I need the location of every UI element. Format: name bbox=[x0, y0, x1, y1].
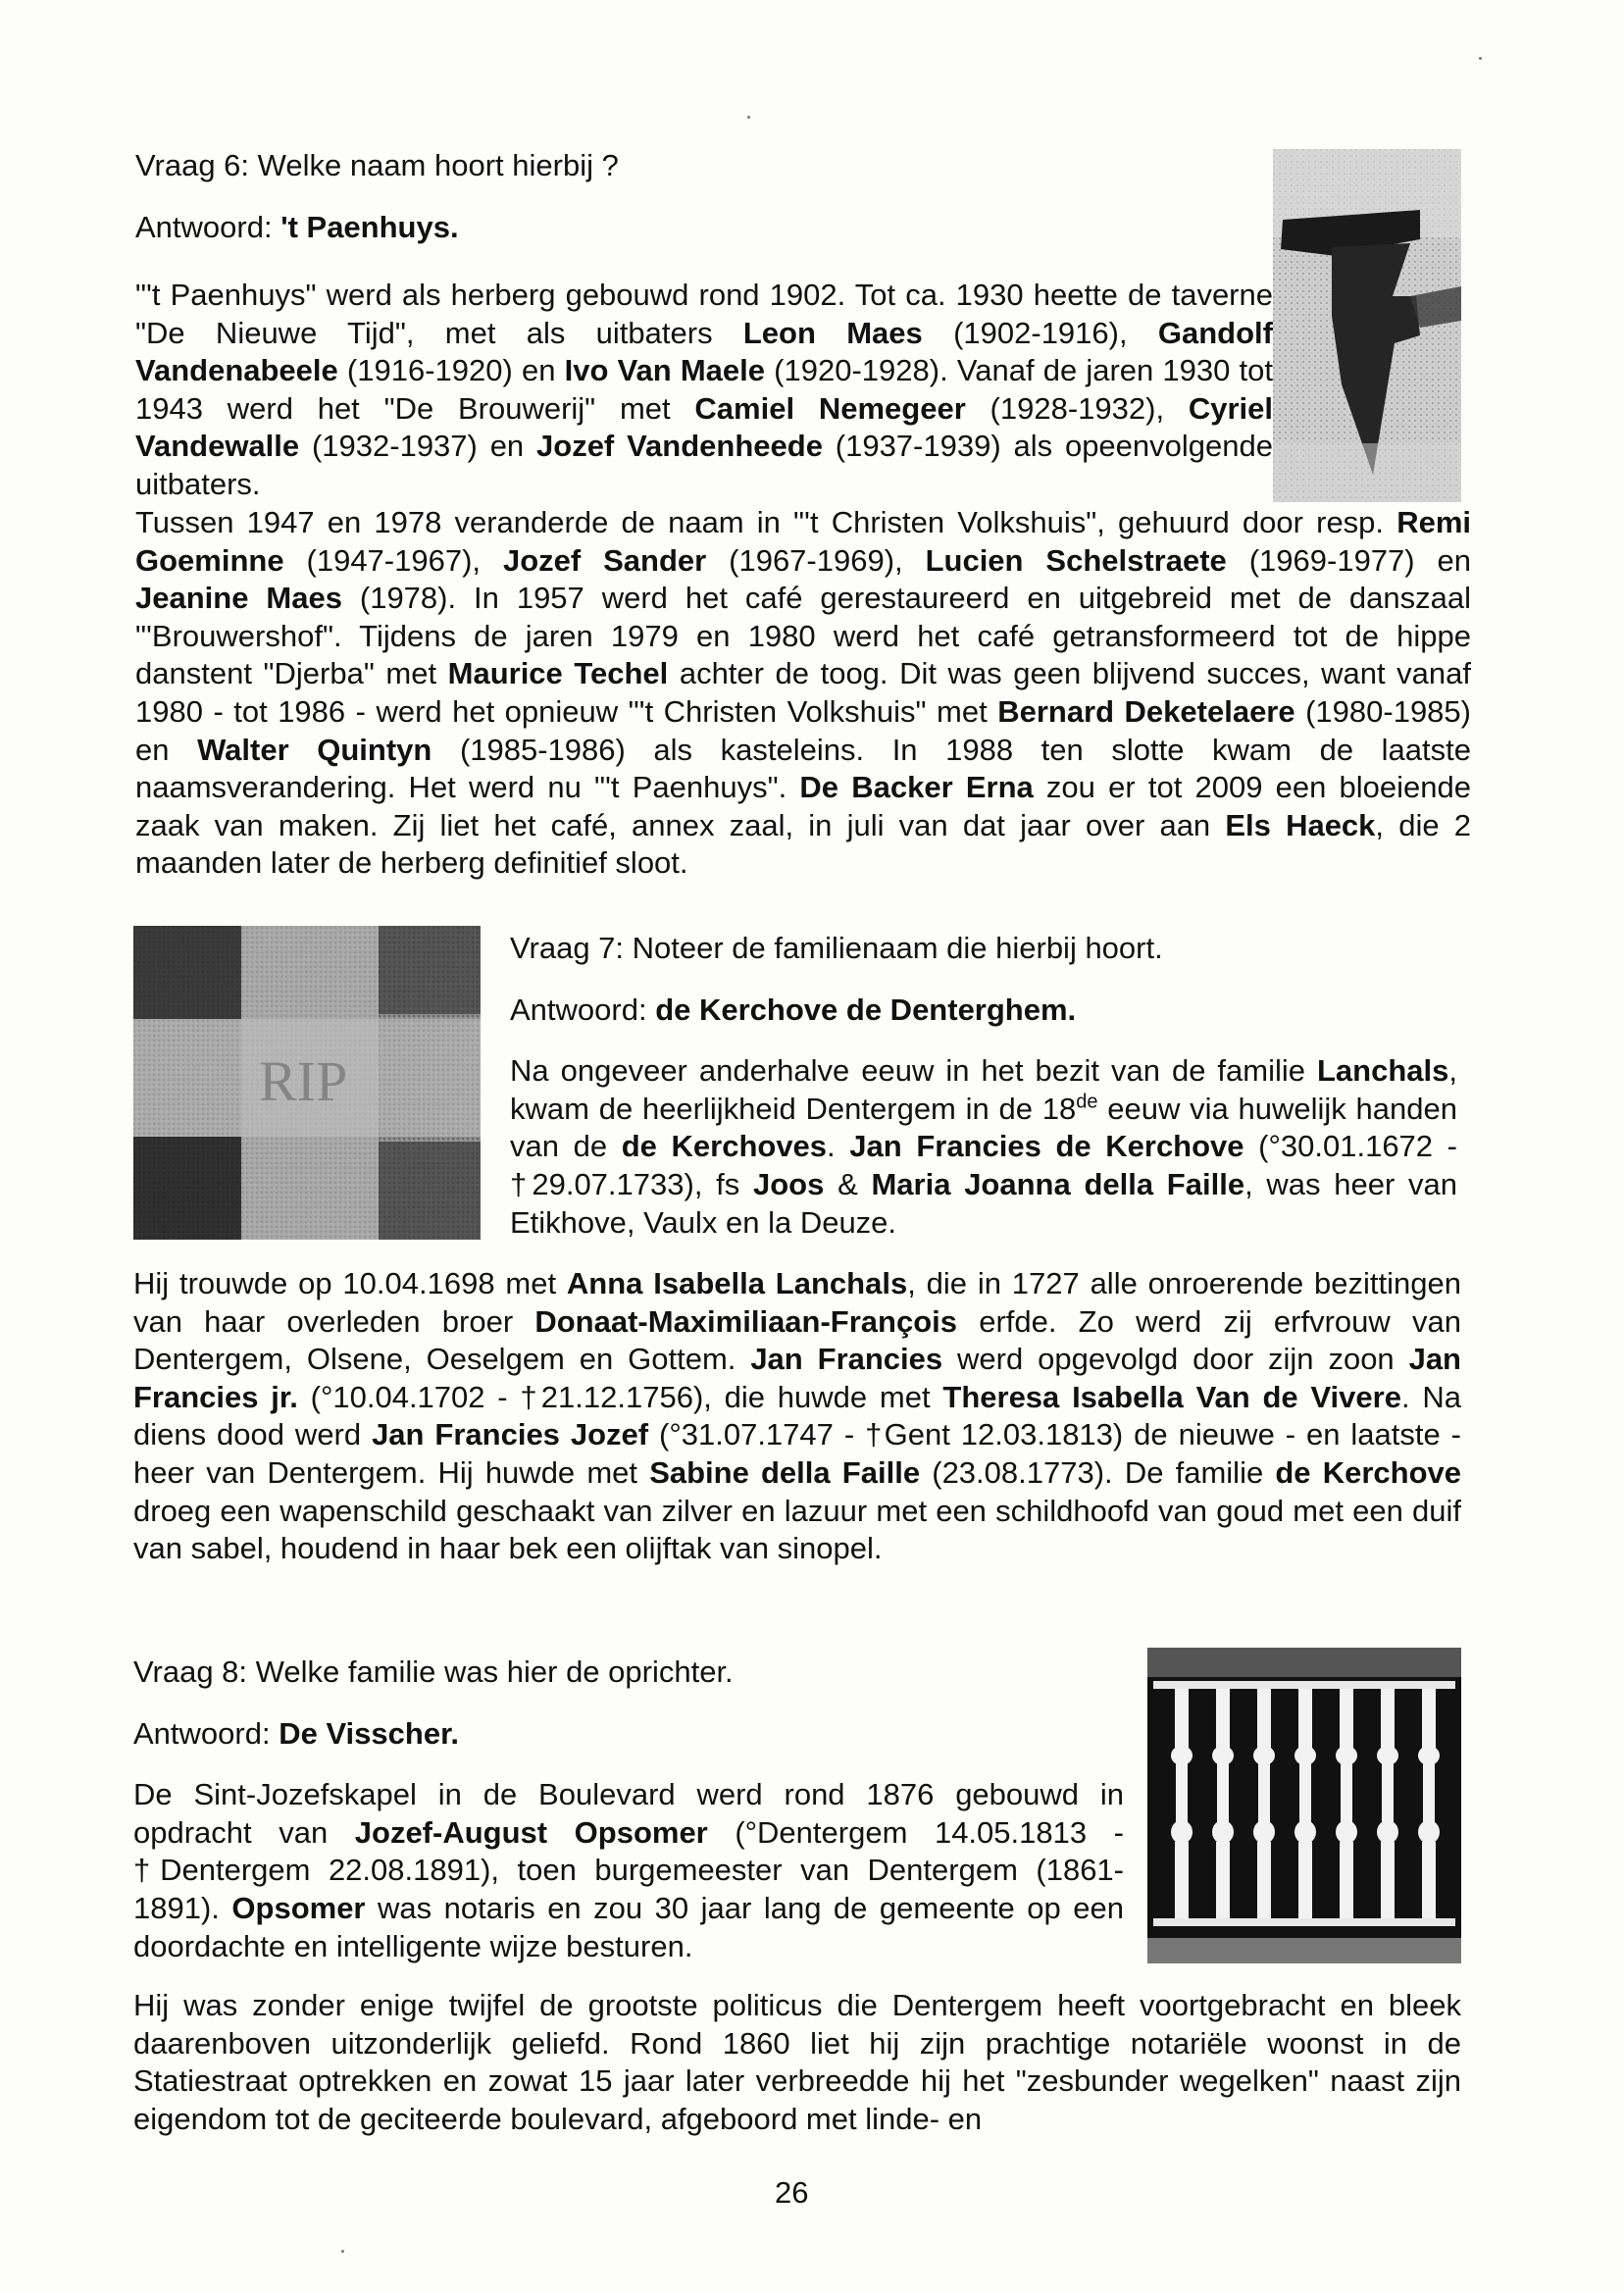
scan-speck bbox=[341, 2250, 344, 2253]
section-7-paragraph-1: Na ongeveer anderhalve eeuw in het bezit van de familie Lanchals, kwam de heerlijkheid Dentergem in de 18de eeuw via huwelijk handen van de de Kerchoves. Jan Francies de Kerchove (°30.01.1672 - †29.07.1733), fs Joos & Maria Joanna della Faille, was heer van Etikhove, Vaulx en la Deuze. bbox=[510, 1053, 1457, 1240]
section-6-paragraph-2: Tussen 1947 en 1978 veranderde de naam in "'t Christen Volkshuis", gehuurd door resp. Remi Goeminne (1947-1967), Jozef Sander (1967-1969), Lucien Schelstraete (1969-1977) en Jeanine Maes (1978). In 1957 werd het café gerestaureerd en uitgebreid met de danszaal "'Brouwershof". Tijdens de jaren 1979 en 1980 werd het café getransformeerd tot de hippe danstent "Djerba" met Maurice Techel achter de toog. Dit was geen blijvend succes, want vanaf 1980 - tot 1986 - werd het opnieuw "'t Christen Volkshuis" met Bernard Deketelaere (1980-1985) en Walter Quintyn (1985-1986) als kasteleins. In 1988 ten slotte kwam de laatste naamsverandering. Het werd nu "'t Paenhuys". De Backer Erna zou er tot 2009 een bloeiende zaak van maken. Zij liet het café, annex zaal, in juli van dat jaar over aan Els Haeck, die 2 maanden later de herberg definitief sloot. bbox=[135, 505, 1472, 881]
section-8-paragraph-1: De Sint-Jozefskapel in de Boulevard werd rond 1876 gebouwd in opdracht van Jozef-August Opsomer (°Dentergem 14.05.1813 - †Dentergem 22.08.1891), toen burgemeester van Dentergem (1861-1891). Opsomer was notaris en zou 30 jaar lang de gemeente op een doordachte en intelligente wijze besturen. bbox=[133, 1777, 1124, 1963]
question-6-header bbox=[135, 147, 1273, 270]
svg-text:RIP: RIP bbox=[259, 1049, 348, 1113]
question-8-block bbox=[133, 1654, 1124, 1965]
grave-cross-photo bbox=[133, 926, 481, 1240]
question-6: Vraag 6: Welke naam hoort hierbij ? bbox=[135, 148, 619, 182]
question-7-block bbox=[510, 930, 1457, 1242]
rip-cross-image bbox=[133, 926, 481, 1240]
scan-speck bbox=[747, 116, 750, 119]
page-number: 26 bbox=[775, 2175, 809, 2210]
iron-cross-image bbox=[1273, 149, 1461, 502]
answer-6: Antwoord: 't Paenhuys. bbox=[135, 209, 459, 244]
railing-image bbox=[1147, 1648, 1461, 1963]
answer-8: Antwoord: De Visscher. bbox=[133, 1715, 460, 1751]
scan-speck bbox=[1479, 57, 1482, 60]
question-7: Vraag 7: Noteer de familienaam die hierbij hoort. bbox=[510, 931, 1163, 965]
section-7-paragraph-2: Hij trouwde op 10.04.1698 met Anna Isabella Lanchals, die in 1727 alle onroerende bezittingen van haar overleden broer Donaat-Maximiliaan-François erfde. Zo werd zij erfvrouw van Dentergem, Olsene, Oeselgem en Gottem. Jan Francies werd opgevolgd door zijn zoon Jan Francies jr. (°10.04.1702 - †21.12.1756), die huwde met Theresa Isabella Van de Vivere. Na diens dood werd Jan Francies Jozef (°31.07.1747 - †Gent 12.03.1813) de nieuwe - en laatste - heer van Dentergem. Hij huwde met Sabine della Faille (23.08.1773). De familie de Kerchove droeg een wapenschild geschaakt van zilver en lazuur met een schildhoofd van goud met een duif van sabel, houdend in haar bek een olijftak van sinopel. bbox=[133, 1266, 1462, 1566]
section-6-paragraph-1: "'t Paenhuys" werd als herberg gebouwd rond 1902. Tot ca. 1930 heette de taverne "De Nieuwe Tijd", met als uitbaters Leon Maes (1902-1916), Gandolf Vandenabeele (1916-1920) en Ivo Van Maele (1920-1928). Vanaf de jaren 1930 tot 1943 werd het "De Brouwerij" met Camiel Nemegeer (1928-1932), Cyriel Vandewalle (1932-1937) en Jozef Vandenheede (1937-1939) als opeenvolgende uitbaters. bbox=[135, 278, 1274, 501]
iron-cross-photo bbox=[1273, 149, 1461, 502]
answer-7: Antwoord: de Kerchove de Denterghem. bbox=[510, 992, 1077, 1027]
question-8: Vraag 8: Welke familie was hier de oprichter. bbox=[133, 1655, 734, 1689]
section-8-paragraph-2: Hij was zonder enige twijfel de grootste politicus die Dentergem heeft voortgebracht en bleek daarenboven uitzonderlijk geliefd. Rond 1860 liet hij zijn prachtige notariële woonst in de Statiestraat optrekken en zowat 15 jaar later verbreedde hij het "zesbunder wegelken" naast zijn eigendom tot de geciteerde boulevard, afgeboord met linde- en bbox=[133, 1988, 1461, 2136]
chapel-railing-photo bbox=[1147, 1648, 1461, 1963]
